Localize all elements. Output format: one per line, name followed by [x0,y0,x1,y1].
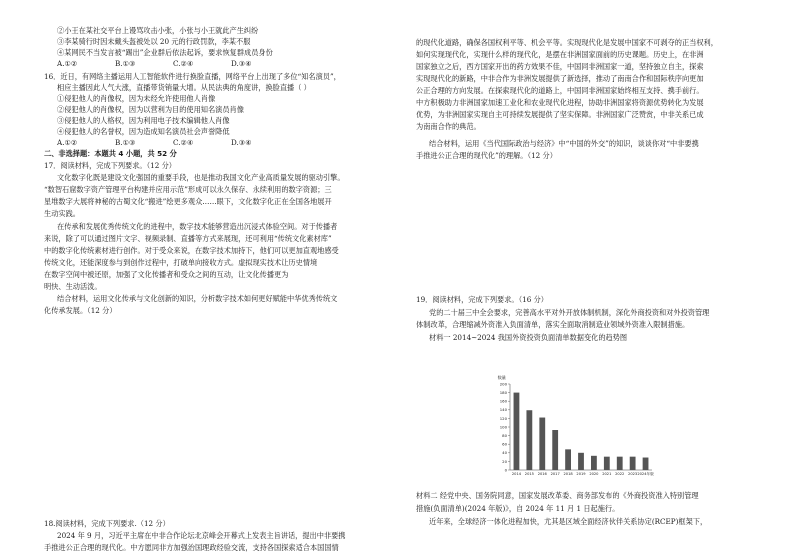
q17-material-line: 生动实践。 [44,209,80,218]
material2-line1: 材料二 经党中央、国务院同意，国家发展改革委、商务部发布的《外商投资准入特别管理 [416,491,699,500]
q17-material-line: 来说，除了可以通过图片文字、视频录制、直播等方式来展现，还可利用“传统文化素材库” [44,234,332,243]
q18-task-line2: 手推进公正合理的现代化”的理解。（12 分） [416,151,557,160]
q18-material-line1: 2024 年 9 月，习近平主席在中非合作论坛北京峰会开幕式上发表主旨讲话，提出中非要携 [57,531,346,540]
q17-material-line: “数智石窟数字资产管理平台构建并应用示范”形成可以永久保存、永续利用的数字资源；三 [44,185,332,194]
y-tick-label: 140 [499,407,507,413]
bar-2014 [514,393,520,470]
q17-material-line: 中的数字化传统素材进行创作。对于受众来说，在数字技术加持下，他们可以更加直观地感受 [44,246,339,255]
pre-options [57,59,289,68]
option-b: B.①③ [115,138,136,147]
q16-stem-line2: 相应主播因此人气大涨，直播带货销量大增。从民法典的角度讲，换脸直播（ ） [57,83,311,92]
bar-2019 [578,453,584,470]
negative-list-bar-chart [462,368,662,488]
q18-para-line: 如何实现现代化，实现什么样的现代化，是摆在非洲国家面前的历史课题。历史上，在非洲 [416,50,704,59]
y-tick-label: 80 [502,433,507,438]
material2-line2: 措施(负面清单)(2024 年版)》，自 2024 年 11 月 1 日起施行。 [416,504,620,513]
option-a: A.①② [57,59,78,68]
q16-item-4: ④侵犯他人的名誉权，因为造成知名演员社会声誉降低 [57,127,230,136]
y-tick-label: 0 [504,467,507,473]
q16-options [57,138,289,147]
q17-task-line2: 化传承发展。（12 分） [44,306,117,315]
q17-material-line: 在数字空间中被还原，加强了文化传播者和受众之间的互动，让文化传播更为 [44,270,289,279]
x-tick-label: 2014 [511,472,522,476]
x-tick-label: 2022 [615,472,625,476]
option-c: C.②④ [173,59,194,68]
pre-item-2: ②小王在某社交平台上谩骂攻击小张，小张与小王就此产生纠纷 [57,26,259,35]
q16-item-3: ③侵犯他人的人格权，因为利用电子技术编辑他人肖像 [57,116,230,125]
bar-2018 [565,449,571,470]
bar-2022 [617,457,623,470]
pre-item-3: ③李某骑行时因未戴头盔被处以 20 元的行政罚款，李某不服 [57,37,251,46]
x-tick-label: 2019 [576,472,586,476]
x-tick-label: 2021 [602,472,612,476]
x-tick-label: 2017 [550,472,560,476]
q17-material-line: 文化数字化既是建设文化强国的重要手段，也是推动我国文化产业高质量发展的驱动引擎。 [57,173,345,182]
bar-2021 [604,457,610,470]
x-tick-label: 2015 [524,472,534,476]
q18-para-line: 实现现代化的新路，中非合作为非洲发展提供了新选择，推动了南南合作和国际秩序向更加 [416,74,704,83]
q17-material-line: 在传承和发展优秀传统文化的进程中，数字技术能够营造出沉浸式体验空间。对于传播者 [57,222,338,231]
q18-para-line: 中方积极助力非洲国家加速工业化和农业现代化进程，协助非洲国家将资源优势转化为发展 [416,98,704,107]
q17-material-line: 星堆数字大展将神秘的古蜀文化“搬进”绘更多观众……眼下，文化数字化正在全国各地展开 [44,197,332,206]
q17-material-line: 传统文化，还能深度参与到创作过程中，打破单向接收方式。虚拟现实技术让历史情境 [44,258,318,267]
y-tick-label: 120 [499,415,507,421]
q19-heading: 19．阅读材料，完成下列要求。（16 分） [416,295,548,304]
x-tick-label: 2020 [589,472,599,476]
q17-task-line1: 结合材料，运用文化传承与文化创新的知识，分析数字技术如何更好赋能中华优秀传统文 [57,294,338,303]
y-tick-label: 60 [502,441,507,447]
pre-item-4: ④某网民不当发言被“踢出”企业群后依法起诉，要求恢复群成员身份 [57,48,273,57]
bar-2017 [552,430,558,470]
q19-intro-line2: 体制改革，合理缩减外资准入负面清单，落实全面取消制造业领域外资准入限制措施。 [416,320,690,329]
y-tick-label: 20 [502,458,507,464]
q18-para-line: 国家独立之后，西方国家开出的药方效果不佳，中国同非洲国家一道，坚持独立自主，探索 [416,62,704,71]
option-a: A.①② [57,138,78,147]
y-tick-label: 160 [499,398,507,404]
q18-heading: 18.阅读材料，完成下列要求.（12 分） [44,519,170,528]
q18-para-line: 公正合理的方向发展。在探索现代化的道路上，中国同非洲国家始终相互支持、携手前行。 [416,86,704,95]
bar-2016 [539,418,545,470]
bar-2015 [526,410,532,470]
q18-para-line: 为南南合作的典范。 [416,122,481,131]
q16-item-1: ①侵犯他人的肖像权，因为未经允许使用他人肖像 [57,94,216,103]
q18-task-line1: 结合材料，运用《当代国际政治与经济》中“中国的外交”的知识，谈谈你对“中非要携 [429,139,699,148]
y-tick-label: 180 [499,390,507,395]
bar-2020 [591,456,597,470]
option-d: D.③④ [231,59,252,68]
section-heading: 二、非选择题：本题共 4 小题，共 52 分 [44,149,177,158]
y-axis-label: 数量 [497,375,506,380]
material1-title: 材料一 2014~2024 我国外资投资负面清单数据变化的趋势图 [429,333,628,342]
q17-material-line: 明快、生动活泼。 [44,282,102,291]
q16-stem-line1: 16．近日，有网络主播运用人工智能软件进行换脸直播，网络平台上出现了多位“知名演员”， [44,72,341,81]
y-tick-label: 200 [499,381,507,387]
x-tick-label: 2024年版 [637,472,654,476]
q19-intro-line1: 党的二十届三中全会要求，完善高水平对外开放体制机制，深化外商投资和对外投资管理 [429,308,710,317]
q18-para-line: 的现代化道路，确保各国权利平等、机会平等。实现现代化是发展中国家不可剥夺的正当权利， [416,38,718,47]
bar-2024年版 [643,458,649,470]
bar-2023 [630,457,636,470]
q18-para-line: 优势，为非洲国家实现自主可持续发展提供了坚实保障。非洲国家广泛赞赏，中非关系已成 [416,110,704,119]
option-b: B.①③ [115,59,136,68]
material2-line3: 近年来，全球经济一体化进程加快，尤其是区域全面经济伙伴关系协定(RCEP)框架下， [429,517,708,526]
option-c: C.②④ [173,138,194,147]
x-tick-label: 2023 [628,472,638,476]
x-tick-label: 2018 [563,472,573,476]
option-d: D.③④ [231,138,252,147]
y-tick-label: 40 [502,450,507,456]
q18-material-line2: 手推进公正合理的现代化。中方愿同非方加强治国理政经验交流，支持各国探索适合本国国情 [44,543,339,552]
x-tick-label: 2016 [537,472,547,476]
q16-item-2: ②侵犯他人的肖像权，因为以营利为目的使用知名演员肖像 [57,105,244,114]
y-tick-label: 100 [499,424,507,430]
q17-heading: 17．阅读材料，完成下列要求。（12 分） [44,161,176,170]
